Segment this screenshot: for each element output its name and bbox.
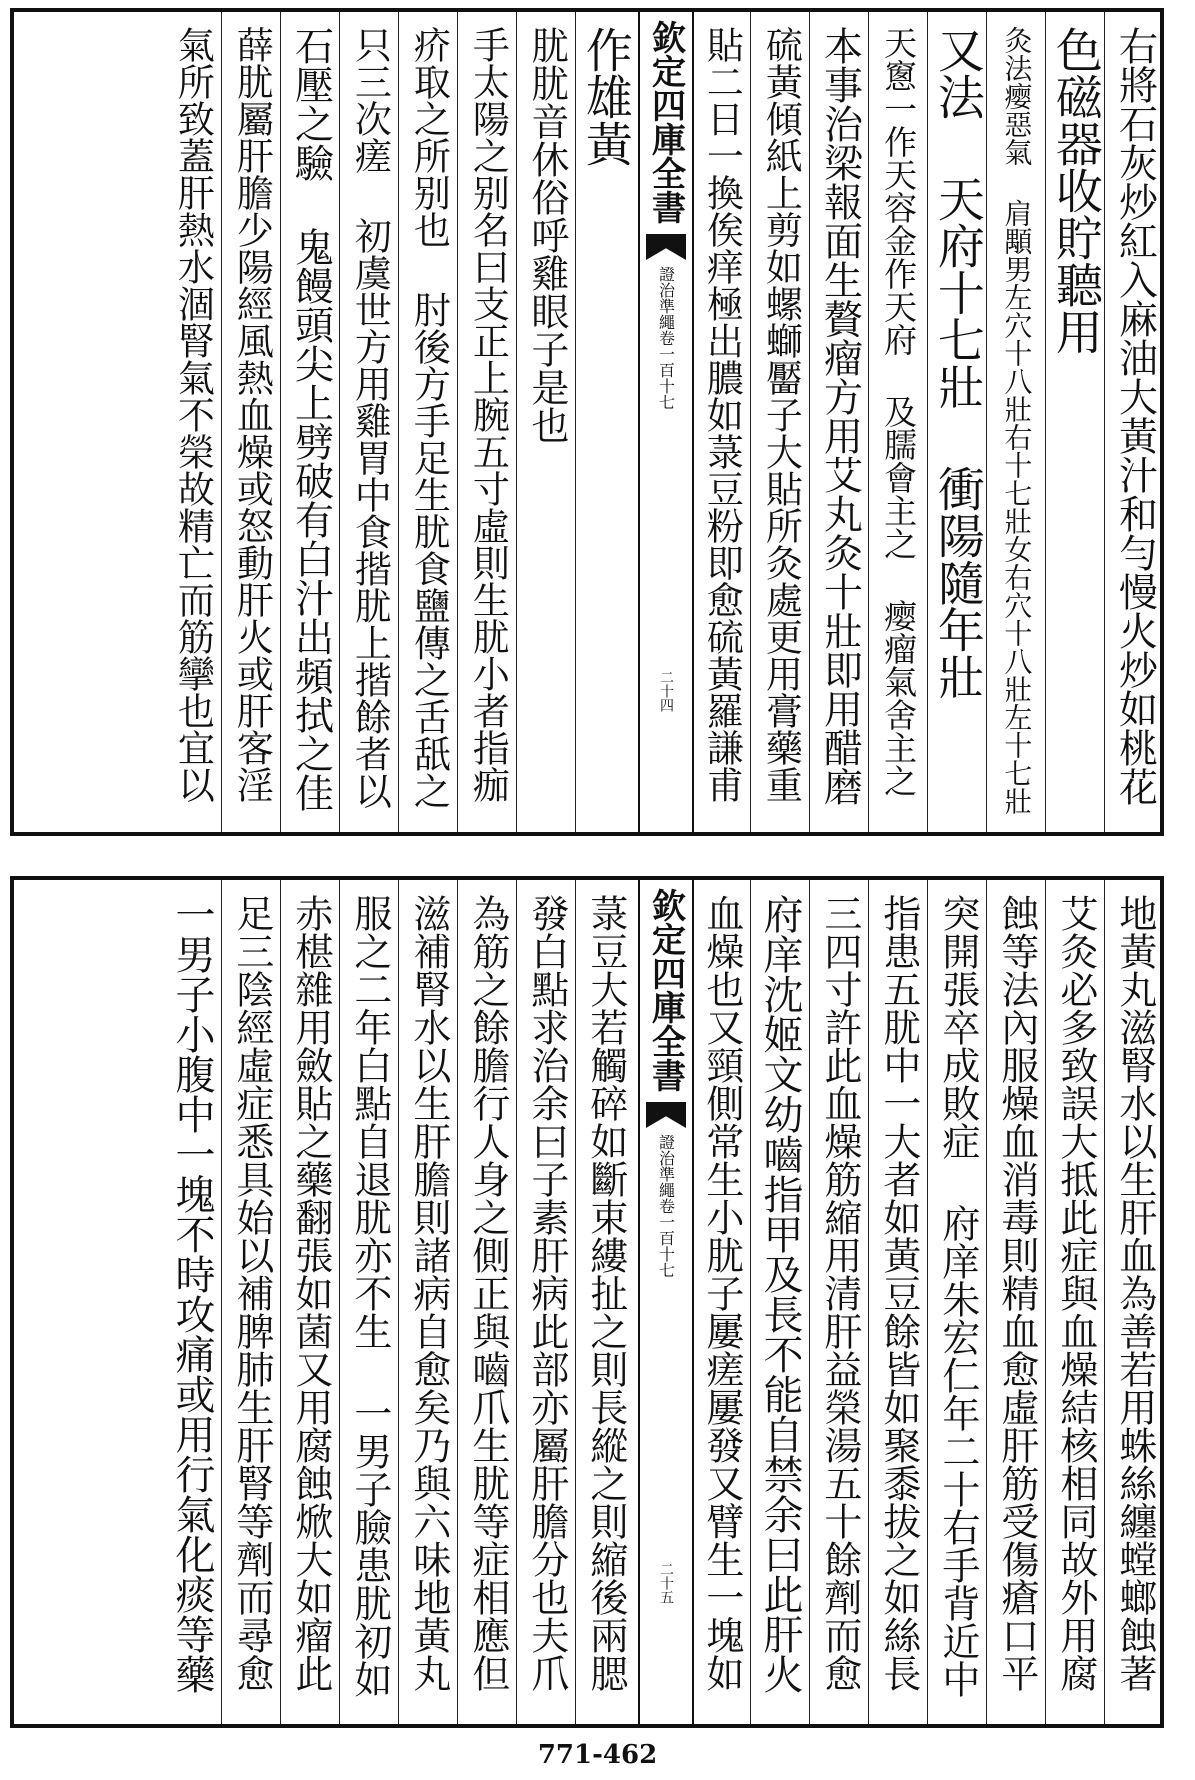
footer-page-number: 771-462 (537, 1740, 658, 1770)
text-column (991, 894, 1041, 1710)
column-text: 又法 天府十七壯 衝陽隨年壯 (929, 26, 985, 700)
book-subtitle: 證治準繩 (656, 266, 676, 330)
text-column (462, 26, 512, 818)
fish-tail-mark (646, 234, 686, 260)
volume-label: 卷一百十七 (656, 330, 676, 410)
text-column (521, 26, 571, 818)
column-text: 血燥也又頸側常生小肬子屢瘥屢發又臂生一塊如 (699, 894, 744, 1692)
text-column (696, 26, 746, 818)
text-column (167, 26, 217, 818)
text-column (929, 26, 985, 818)
column-text: 氣所致蓋肝熱水涸腎氣不榮故精亡而筋攣也宜以 (171, 26, 215, 803)
text-column (344, 894, 394, 1710)
column-text: 服之二年白點自退肬亦不生 一男子臉患肬初如 (347, 894, 392, 1698)
column-text: 灸法瘿惡氣 肩顒男左穴十八壯右十七壯女右穴十八壯左十七壯 (1000, 26, 1034, 815)
text-column (814, 894, 864, 1710)
text-column (932, 894, 982, 1710)
text-column (521, 894, 571, 1710)
text-column (873, 26, 923, 818)
column-text: 艾灸必多致誤大抵此症與血燥結核相同故外用腐 (1053, 894, 1098, 1692)
column-text: 天窻一作天容金作天府 及臑會主之 瘿瘤氣舍主之 (879, 26, 919, 797)
page-spine (638, 880, 694, 1724)
text-column (226, 26, 276, 818)
text-column (814, 26, 864, 818)
text-column (403, 26, 453, 818)
column-text: 一男子小腹中一塊不時攻痛或用行氣化痰等藥 (169, 894, 215, 1694)
text-column (462, 894, 512, 1710)
volume-label: 卷一百十七 (656, 1198, 676, 1278)
column-text: 發白點求治余曰子素肝病此部亦屬肝膽分也夫爪 (524, 894, 569, 1692)
folio-number: 二十五 (658, 1562, 674, 1604)
column-text: 菉豆大若觸碎如斷束縷扯之則長縱之則縮後兩腮 (583, 894, 628, 1692)
book-title: 欽定四庫全書 (645, 20, 686, 224)
column-text: 作雄黃 (577, 26, 633, 167)
column-text: 手太陽之别名曰支正上腕五寸虛則生肬小者指痂 (466, 26, 510, 803)
column-text: 硫黃傾紙上剪如螺螄靨子大貼所灸處更用膏藥重 (759, 26, 803, 803)
text-column (991, 26, 1041, 818)
text-column (580, 894, 630, 1710)
text-column (755, 26, 805, 818)
text-column (755, 894, 805, 1710)
top-page (10, 8, 1164, 836)
column-text: 三四寸許此血燥筋縮用清肝益榮湯五十餘劑而愈 (817, 894, 862, 1692)
text-column (226, 894, 276, 1710)
text-column (403, 894, 453, 1710)
folio-number: 二十四 (658, 670, 674, 712)
column-text: 貼二日一換俟痒極出膿如菉豆粉即愈硫黃羅謙甫 (700, 26, 744, 803)
text-column (1109, 26, 1159, 818)
text-column (344, 26, 394, 818)
text-column (1109, 894, 1159, 1710)
book-title: 欽定四庫全書 (645, 888, 686, 1092)
column-text: 府庠沈姬文幼嚙指甲及長不能自禁余曰此肝火 (757, 894, 803, 1694)
column-text: 色磁器收貯聽用 (1047, 26, 1103, 355)
text-column (167, 894, 217, 1710)
column-text: 蝕等法內服燥血消毒則精血愈虛肝筋受傷瘡口平 (994, 894, 1039, 1692)
page-spine (638, 12, 694, 832)
column-text: 肬肬音休俗呼雞眼子是也 (524, 26, 569, 444)
column-text: 只三次瘥 初虞世方用雞胃中食揩肬上揩餘者以 (348, 26, 392, 809)
text-column (285, 26, 335, 818)
column-text: 赤椹雜用斂貼之藥翻張如菌又用腐蝕焮大如瘤此 (288, 894, 333, 1692)
column-text: 足三陰經虛症悉具始以補脾肺生肝腎等劑而尋愈 (229, 894, 274, 1692)
column-text: 疥取之所别也 肘後方手足生肬食鹽傳之舌舐之 (407, 26, 451, 809)
column-text: 地黃丸滋腎水以生肝血為善若用蛛絲纏螳螂蝕著 (1112, 894, 1157, 1692)
bottom-page (10, 876, 1164, 1728)
fish-tail-mark (646, 1102, 686, 1128)
text-column (577, 26, 633, 818)
column-text: 滋補腎水以生肝膽則諸病自愈矣乃與六味地黃丸 (406, 894, 451, 1692)
column-text: 為筋之餘膽行人身之側正與嚙爪生肬等症相應但 (465, 894, 510, 1692)
column-text: 本事治梁報面生贅瘤方用艾丸灸十壯即用醋磨 (817, 26, 863, 806)
text-column (1047, 26, 1103, 818)
text-column (696, 894, 746, 1710)
book-subtitle: 證治準繩 (656, 1134, 676, 1198)
column-text: 薛肬屬肝膽少陽經風熱血燥或怒動肝火或肝客淫 (230, 26, 274, 803)
column-text: 石壓之驗 鬼饅頭尖上劈破有白汁出頻拭之佳 (288, 26, 334, 812)
column-text: 突開張卒成敗症 府庠朱宏仁年二十右手背近中 (935, 894, 980, 1698)
column-text: 指患五肬中一大者如黃豆餘皆如聚黍拔之如絲長 (876, 894, 921, 1692)
column-text: 右將石灰炒紅入麻油大黃汁和勻慢火炒如桃花 (1112, 26, 1158, 806)
text-column (873, 894, 923, 1710)
text-column (1050, 894, 1100, 1710)
text-column (285, 894, 335, 1710)
